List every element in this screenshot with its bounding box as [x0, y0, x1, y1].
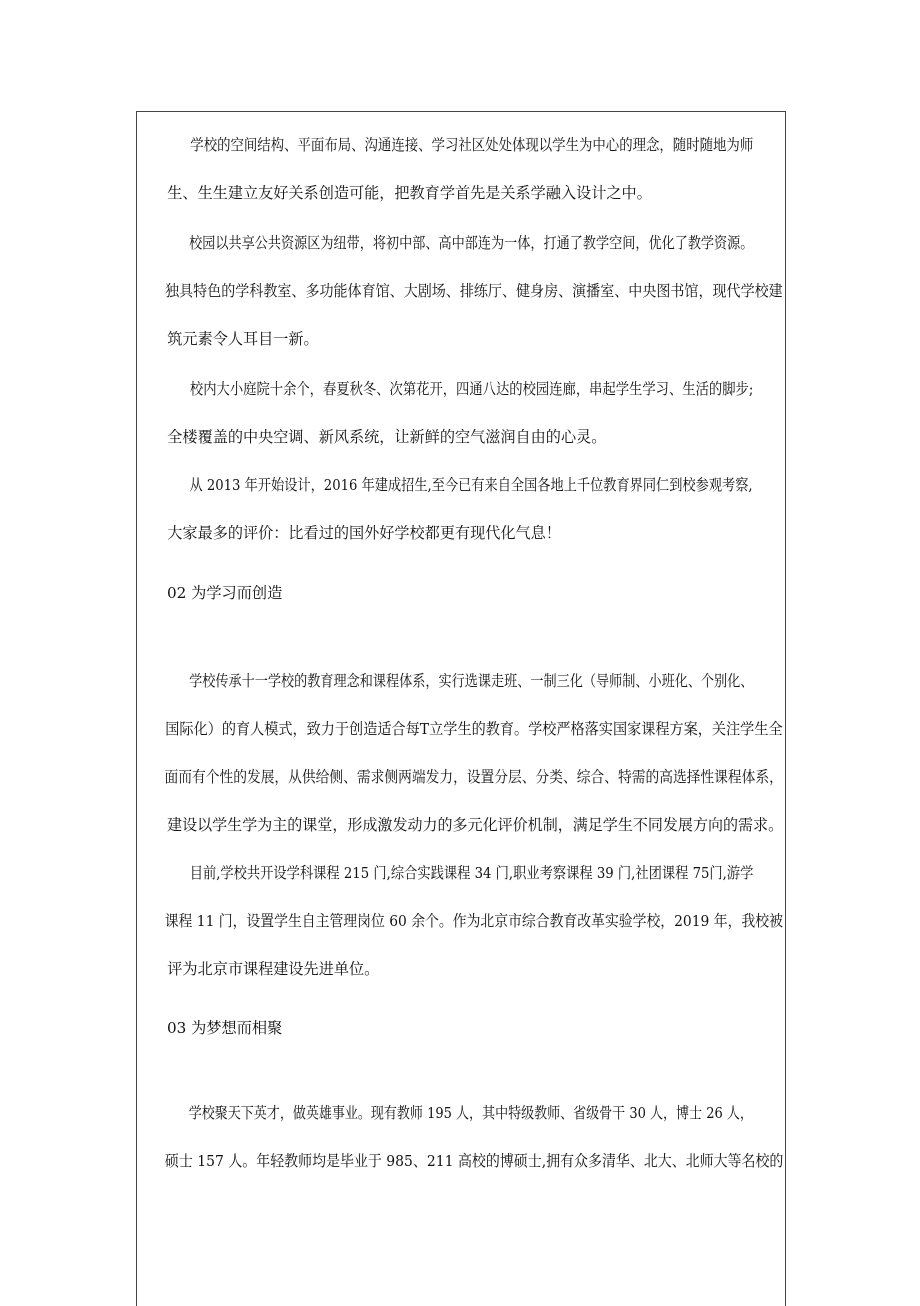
paragraph-space-design: [137, 121, 785, 217]
text-line: 从 2013 年开始设计，2016 年建成招生,至今已有来自全国各地上千位教育界同仁到校参观考察,: [189, 476, 753, 494]
paragraph-campus-resources: [137, 219, 785, 363]
text-line: 国际化）的育人模式，致力于创造适合每T立学生的教育。学校严格落实国家课程方案，关注学生全: [165, 720, 783, 738]
paragraph-teachers: [137, 1089, 785, 1185]
text-line: 学校的空间结构、平面布局、沟通连接、学习社区处处体现以学生为中心的理念，随时随地为师: [190, 136, 754, 154]
text-line: 建设以学生学为主的课堂，形成激发动力的多元化评价机制，满足学生不同发展方向的需求。: [167, 816, 784, 834]
text-line: 学校传承十一学校的教育理念和课程体系，实行选课走班、一制三化（导师制、小班化、个别化、: [189, 672, 754, 690]
text-line: 评为北京市课程建设先进单位。: [167, 960, 380, 978]
text-line: 全楼覆盖的中央空调、新风系统，让新鲜的空气滋润自由的心灵。: [167, 428, 607, 446]
section-heading-03: 03 为梦想而相聚: [167, 1019, 283, 1037]
paragraph-course-stats: [137, 849, 785, 993]
paragraph-history: [137, 461, 785, 557]
text-line: 学校聚天下英才，做英雄事业。现有教师 195 人，其中特级教师、省级骨干 30 人，博士 26 人，: [188, 1104, 753, 1122]
text-line: 校内大小庭院十余个，春夏秋冬、次第花开，四通八达的校园连廊，串起学生学习、生活的脚步;: [189, 380, 754, 398]
section-heading-02: 02 为学习而创造: [167, 584, 283, 602]
text-line: 目前,学校共开设学科课程 215 门,综合实践课程 34 门,职业考察课程 39 门,社团课程 75门,游学: [189, 864, 754, 882]
text-line: 硕士 157 人。年轻教师均是毕业于 985、211 高校的博硕士,拥有众多清华、北大、北师大等名校的: [164, 1152, 784, 1170]
paragraph-courtyards: [137, 365, 785, 461]
text-line: 大家最多的评价：比看过的国外好学校都更有现代化气息！: [167, 524, 561, 542]
text-line: 校园以共享公共资源区为纽带，将初中部、高中部连为一体，打通了教学空间，优化了教学资源。: [189, 234, 754, 252]
text-line: 面而有个性的发展，从供给侧、需求侧两端发力，设置分层、分类、综合、特需的高选择性课程体系，: [164, 768, 783, 786]
text-line: 筑元素令人耳目一新。: [167, 330, 319, 348]
paragraph-curriculum-system: [137, 657, 785, 849]
text-line: 课程 11 门，设置学生自主管理岗位 60 余个。作为北京市综合教育改革实验学校，2019 年，我校被: [164, 912, 783, 930]
text-line: 生、生生建立友好关系创造可能，把教育学首先是关系学融入设计之中。: [167, 184, 652, 202]
text-line: 独具特色的学科教室、多功能体育馆、大剧场、排练厅、健身房、演播室、中央图书馆，现代学校建: [165, 282, 783, 300]
